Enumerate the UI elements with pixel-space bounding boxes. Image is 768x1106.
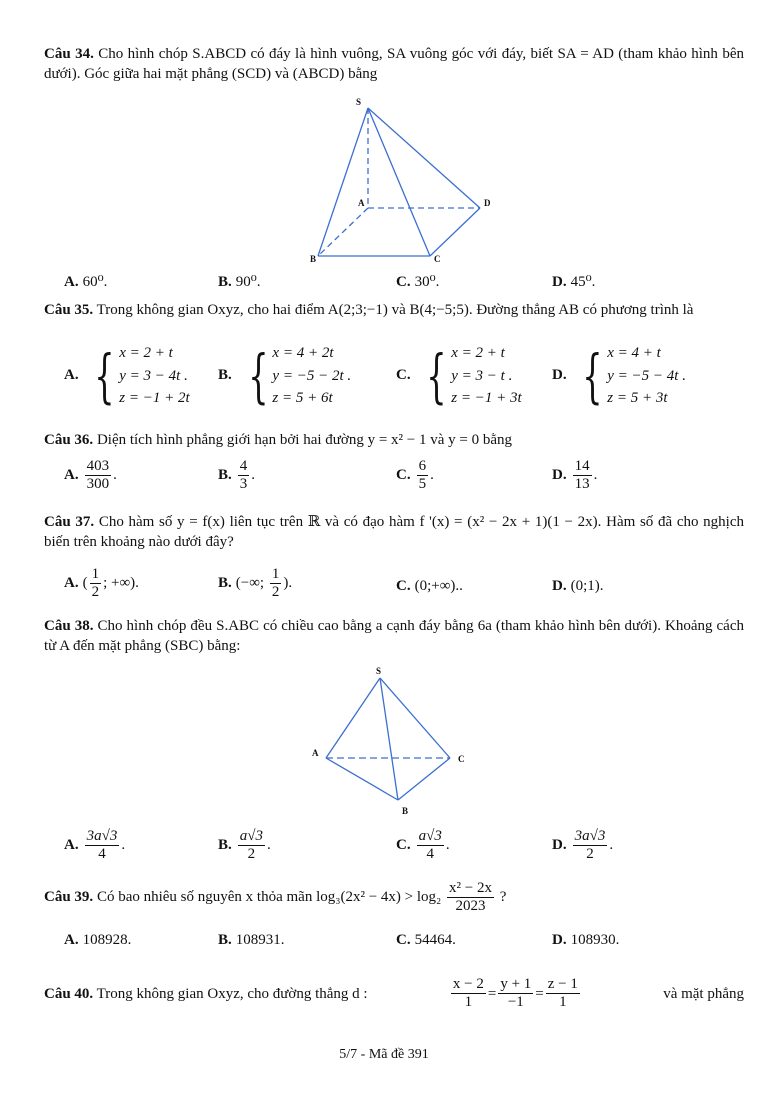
question-38 (44, 616, 744, 657)
question-number: Câu 34. (44, 46, 94, 62)
option-b[interactable]: B. 108931. (218, 932, 285, 948)
option-c[interactable]: C. $\frac{6}{5}$ . (396, 458, 434, 493)
question-text: Cho hình chóp S.ABCD có đáy là hình vuông, SA vuông góc với đáy, biết SA = AD (tham khảo hình bên dưới). Góc giữa hai mặt phẳng (SCD) và (ABCD) bằng (44, 46, 744, 83)
question-text: Có bao nhiêu số nguyên x thỏa mãn log₃(2x² − 4x) > log₂ (96, 889, 442, 906)
option-c[interactable]: C. $\frac{a√3}{4}$ . (396, 828, 450, 863)
question-number: Câu 38. (44, 618, 94, 634)
option-b[interactable]: B. (−∞; $\frac{1}{2}$ ). (218, 566, 293, 601)
question-36-stem (44, 430, 744, 450)
edge-sc (368, 108, 430, 256)
question-40-stem: Câu 40. Trong không gian Oxyz, cho đường thẳng d : $\frac{x - 2}{1}$ = $\frac{y + 1}{-1}$ = $\frac{z - 1}{1}$ và mặt phẳng (44, 976, 744, 1011)
question-37 (44, 512, 744, 553)
edge-bc (398, 758, 450, 800)
edge-sa (326, 678, 380, 758)
vertex-label-b: B (310, 254, 317, 264)
option-d[interactable]: D. $\frac{14}{13}$ . (552, 458, 598, 493)
option-b[interactable]: B. { x = 4 + 2t y = −5 − 2t . z = 5 + 6t (218, 341, 352, 410)
question-number: Câu 40. (44, 985, 94, 1002)
option-c[interactable]: C. 54464. (396, 932, 456, 948)
question-40 (44, 976, 744, 1012)
question-39-fraction: $\frac{\text{x² − 2x}}{2023}$ (449, 880, 492, 915)
option-c[interactable]: C. (0;+∞).. (396, 578, 463, 594)
option-b[interactable]: B. 90⁰. (218, 274, 261, 290)
edge-sd (368, 108, 480, 208)
pyramid-sabcd-figure (310, 96, 510, 268)
option-d[interactable]: D. (0;1). (552, 578, 604, 594)
option-a[interactable]: A. { x = 2 + t y = 3 − 4t . z = −1 + 2t (64, 341, 190, 410)
question-number: Câu 36. (44, 432, 94, 448)
option-d[interactable]: D. 45⁰. (552, 274, 596, 290)
question-number: Câu 37. (44, 514, 95, 530)
option-b[interactable]: B. $\frac{a√3}{2}$ . (218, 828, 271, 863)
option-a[interactable]: A. 60⁰. (64, 274, 108, 290)
vertex-label-a: A (312, 748, 319, 758)
question-number: Câu 39. (44, 889, 94, 906)
edge-ab (326, 758, 398, 800)
question-35 (44, 300, 744, 320)
question-39-stem: Câu 39. Có bao nhiêu số nguyên x thỏa mãn log₃(2x² − 4x) > log₂ $\frac{\text{x² − 2x}}{2023}$ ? (44, 880, 507, 915)
vertex-label-c: C (458, 754, 465, 764)
option-c[interactable]: C. { x = 2 + t y = 3 − t . z = −1 + 3t (396, 341, 522, 410)
pyramid-sabc-figure (306, 666, 474, 818)
question-35-stem (44, 300, 744, 320)
vertex-label-s: S (356, 97, 362, 107)
edge-cd (430, 208, 480, 256)
line-equation: $\frac{x - 2}{1}$ = $\frac{y + 1}{-1}$ = $\frac{z - 1}{1}$ (452, 976, 578, 1011)
vertex-label-a: A (358, 198, 365, 208)
question-number: Câu 35. (44, 302, 94, 318)
vertex-label-b: B (402, 806, 409, 816)
question-37-stem (44, 512, 744, 553)
option-d[interactable]: D. 108930. (552, 932, 620, 948)
option-a[interactable]: A. $\frac{3a√3}{4}$ . (64, 828, 126, 863)
option-a[interactable]: A. ( $\frac{1}{2}$ ; +∞). (64, 566, 139, 601)
option-d[interactable]: D. $\frac{3a√3}{2}$ . (552, 828, 614, 863)
question-34-stem (44, 44, 744, 85)
question-text: Cho hàm số y = f(x) liên tục trên ℝ và có đạo hàm f '(x) = (x² − 2x + 1)(1 − 2x). Hàm số đã cho nghịch biến trên khoảng nào dưới đây? (44, 514, 745, 551)
page-footer: 5/7 - Mã đề 391 (339, 1047, 429, 1062)
question-34 (44, 44, 744, 85)
option-d[interactable]: D. { x = 4 + t y = −5 − 4t . z = 5 + 3t (552, 341, 686, 410)
vertex-label-c: C (434, 254, 441, 264)
question-text: Trong không gian Oxyz, cho hai điểm A(2;3;−1) và B(4;−5;5). Đường thẳng AB có phương trình là (96, 302, 694, 318)
option-a[interactable]: A. 108928. (64, 932, 132, 948)
option-c[interactable]: C. 30⁰. (396, 274, 440, 290)
vertex-label-d: D (484, 198, 491, 208)
option-a[interactable]: A. $\frac{403}{300}$ . (64, 458, 117, 493)
option-b[interactable]: B. $\frac{4}{3}$ . (218, 458, 256, 493)
question-36 (44, 430, 744, 450)
question-38-stem (44, 616, 744, 657)
question-text: Cho hình chóp đều S.ABC có chiều cao bằng a cạnh đáy bằng 6a (tham khảo hình bên dưới). Khoảng cách từ A đến mặt phẳng (SBC) bằng: (44, 618, 744, 655)
question-39 (44, 880, 744, 916)
edge-sb (318, 108, 368, 256)
vertex-label-s: S (376, 666, 382, 676)
question-text: Diện tích hình phẳng giới hạn bởi hai đường y = x² − 1 và y = 0 bằng (96, 432, 513, 448)
